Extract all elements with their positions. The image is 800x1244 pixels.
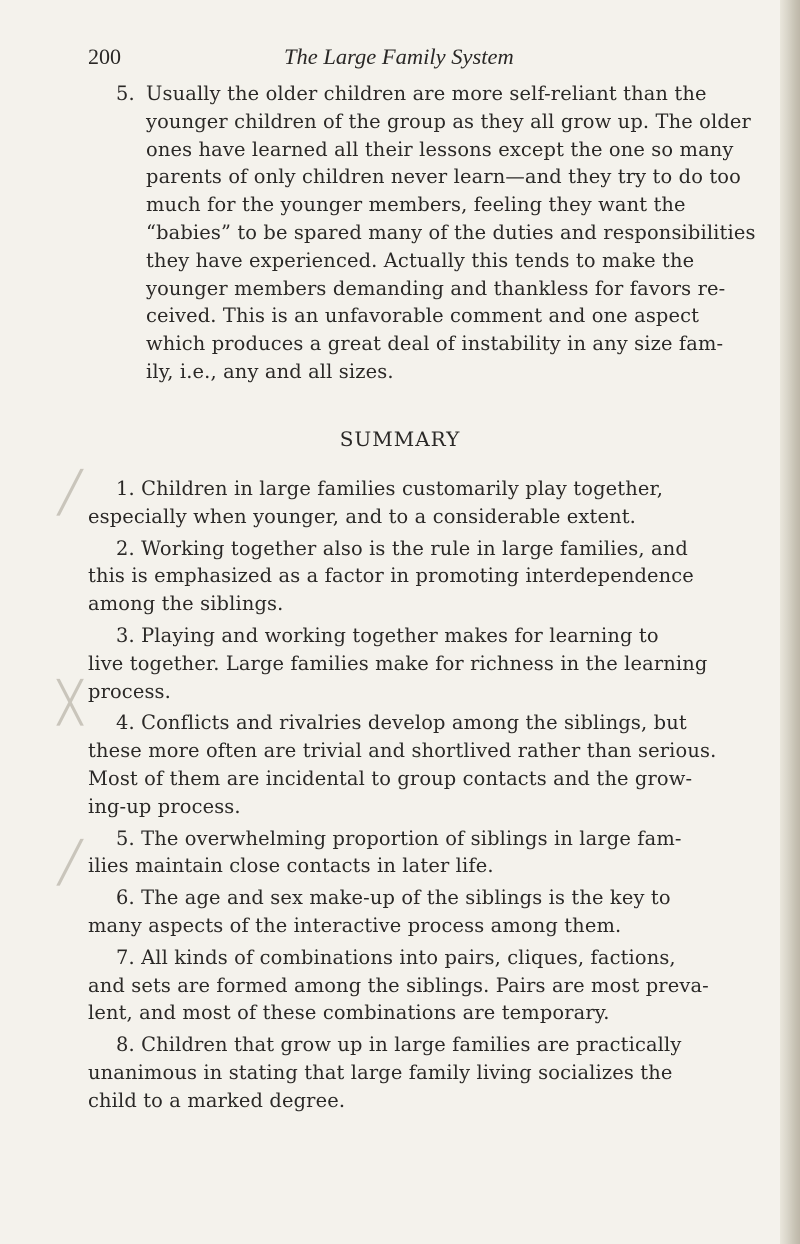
summary-item: 3. Playing and working together makes for learning to live together. Large families make for richness in the learning process. bbox=[88, 623, 708, 703]
summary-item: 2. Working together also is the rule in large families, and this is emphasized as a factor in promoting interdependence among the siblings. bbox=[88, 536, 694, 616]
list-item-text: Usually the older children are more self-reliant than the younger children of the group as they all grow up. The older ones have learned all their lessons except the one so many parents of only children never learn—and they try to do too much for the younger members, feeling they want the “babies” to be spared many of the duties and responsibilities they have experienced. Actually this tends to make the younger members demanding and thankless for favors re- ceived. This is an unfavorable comment and one aspect which produces a great deal of instability in any size fam- ily, i.e., any and all sizes. bbox=[146, 82, 756, 383]
page-number: 200 bbox=[88, 44, 121, 69]
list-item-number: 5. bbox=[116, 82, 135, 105]
summary-heading: SUMMARY bbox=[339, 427, 461, 451]
page-edge bbox=[780, 0, 800, 1244]
summary-item: 5. The overwhelming proportion of siblings in large fam- ilies maintain close contacts in later life. bbox=[88, 826, 682, 878]
summary-list bbox=[88, 475, 756, 1119]
summary-item: 8. Children that grow up in large families are practically unanimous in stating that large family living socializes the child to a marked degree. bbox=[88, 1033, 682, 1112]
summary-item: 1. Children in large families customarily play together, especially when younger, and to a considerable extent. bbox=[88, 477, 664, 528]
pencil-mark: ╱ bbox=[58, 470, 83, 516]
running-head: The Large Family System bbox=[284, 44, 514, 69]
list-item-5 bbox=[116, 80, 756, 386]
summary-item: 6. The age and sex make-up of the siblings is the key to many aspects of the interactive process among them. bbox=[88, 886, 671, 937]
summary-item: 4. Conflicts and rivalries develop among the siblings, but these more often are trivial and shortlived rather than serious. Most of them are incidental to group contacts and the grow- ing-up process. bbox=[88, 711, 717, 818]
pencil-mark: ╳ bbox=[58, 680, 83, 726]
summary-item: 7. All kinds of combinations into pairs, cliques, factions, and sets are formed among the siblings. Pairs are most preva- lent, and most of these combinations are temporary. bbox=[88, 945, 709, 1025]
pencil-mark: ╱ bbox=[58, 840, 83, 886]
